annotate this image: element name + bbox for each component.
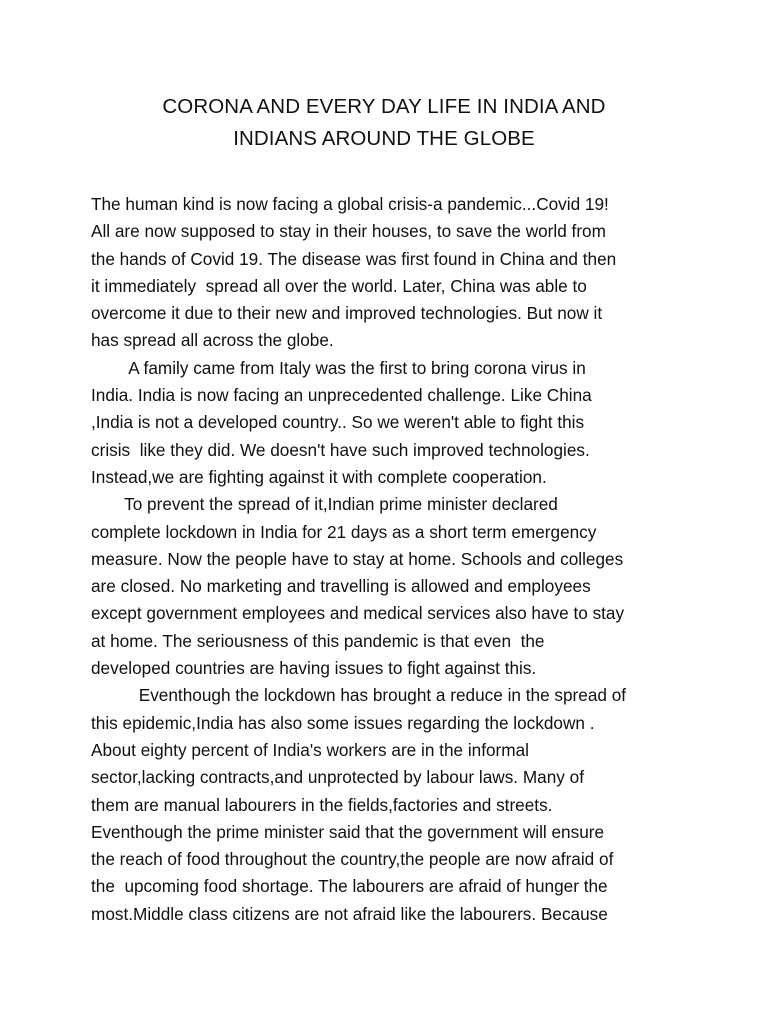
body-line: Eventhough the lockdown has brought a reduce in the spread of (91, 685, 627, 706)
body-line: has spread all across the globe. (91, 330, 334, 351)
document-title (60, 91, 708, 155)
body-line: About eighty percent of India's workers are in the informal (91, 739, 529, 760)
body-line: crisis like they did. We doesn't have such improved technologies. (91, 439, 590, 460)
body-line: at home. The seriousness of this pandemic is that even the (91, 630, 545, 651)
body-line: The human kind is now facing a global crisis-a pandemic...Covid 19! (91, 194, 609, 214)
body-line: Eventhough the prime minister said that the government will ensure (91, 821, 605, 842)
body-line: this epidemic,India has also some issues regarding the lockdown . (91, 712, 595, 733)
body-line: sector,lacking contracts,and unprotected by labour laws. Many of (91, 767, 584, 788)
body-line: All are now supposed to stay in their houses, to save the world from (91, 221, 606, 242)
title-line-1: CORONA AND EVERY DAY LIFE IN INDIA AND (162, 95, 606, 118)
body-line: overcome it due to their new and improved technologies. But now it (91, 303, 603, 324)
body-line: To prevent the spread of it,Indian prime minister declared (91, 494, 558, 515)
body-line: India. India is now facing an unprecedented challenge. Like China (91, 385, 592, 406)
body-line: ,India is not a developed country.. So we weren't able to fight this (91, 412, 585, 433)
body-line: A family came from Italy was the first to bring corona virus in (91, 357, 586, 378)
title-line-2: INDIANS AROUND THE GLOBE (233, 127, 535, 150)
body-line: Instead,we are fighting against it with complete cooperation. (91, 466, 547, 487)
body-line: them are manual labourers in the fields,factories and streets. (91, 794, 553, 815)
document-body (91, 191, 711, 928)
body-line: are closed. No marketing and travelling is allowed and employees (91, 576, 591, 597)
body-line: complete lockdown in India for 21 days as a short term emergency (91, 521, 597, 542)
body-line: most.Middle class citizens are not afraid like the labourers. Because (91, 903, 608, 924)
body-line: measure. Now the people have to stay at home. Schools and colleges (91, 548, 624, 569)
body-line: the reach of food throughout the country,the people are now afraid of (91, 849, 614, 870)
body-line: the upcoming food shortage. The labourers are afraid of hunger the (91, 876, 608, 897)
body-line: except government employees and medical services also have to stay (91, 603, 625, 624)
body-line: it immediately spread all over the world. Later, China was able to (91, 275, 587, 296)
body-line: developed countries are having issues to fight against this. (91, 658, 537, 679)
body-line: the hands of Covid 19. The disease was first found in China and then (91, 248, 617, 269)
